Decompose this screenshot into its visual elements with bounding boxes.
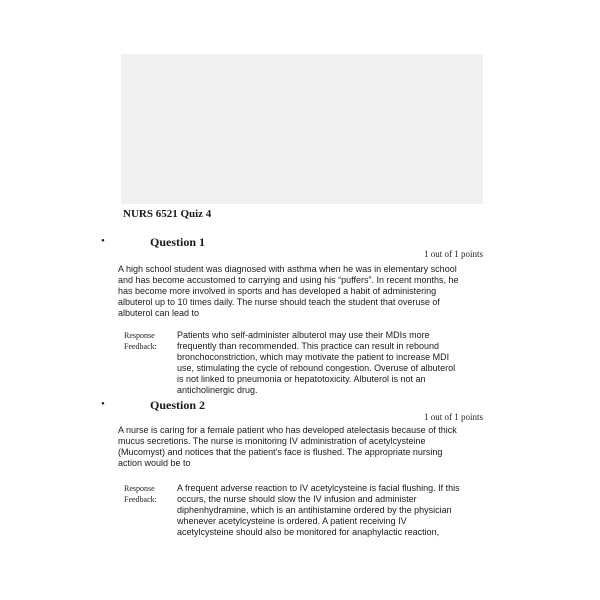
bullet-icon: •	[101, 398, 105, 410]
question-title: Question 2	[150, 398, 206, 412]
question-title: Question 1	[150, 235, 206, 249]
question-text: A high school student was diagnosed with asthma when he was in elementary school and has become accustomed to carrying and using his “puffers”. In recent months, he has become more involved in sports and has developed a habit of administering albuterol up to 10 times daily. The nurse should teach the student that overuse of albuterol can lead to	[118, 264, 459, 318]
question-body	[0, 425, 600, 545]
response-feedback-text: A frequent adverse reaction to IV acetylcysteine is facial flushing. If this occurs, the nurse should slow the IV infusion and administer diphenhydramine, which is an antihistamine ordered by the physician whenever acetylcysteine is ordered. A patient receiving IV acetylcysteine should also be monitored for anaphylactic reaction,	[177, 483, 460, 537]
question-header	[0, 235, 600, 267]
response-feedback-label: Response Feedback:	[124, 484, 157, 504]
response-feedback-label: Response Feedback:	[124, 331, 157, 351]
blank-header-area	[121, 54, 483, 204]
document-title: NURS 6521 Quiz 4	[123, 208, 212, 220]
question-text: A nurse is caring for a female patient who has developed atelectasis because of thick mucus secretions. The nurse is monitoring IV administration of acetylcysteine (Mucomyst) and notices that the patient’s face is flushed. The appropriate nursing action would be to	[118, 425, 457, 468]
question-2	[0, 398, 600, 537]
question-points: 1 out of 1 points	[423, 249, 483, 259]
question-body	[0, 264, 600, 395]
response-feedback-text: Patients who self-administer albuterol may use their MDIs more frequently than recommended. This practice can result in rebound bronchoconstriction, which may motivate the patient to increase MDI use, stimulating the cycle of rebound congestion. Overuse of albuterol is not linked to pneumonia or hepatotoxicity. Albuterol is not an anticholinergic drug.	[177, 330, 456, 395]
bullet-icon: •	[101, 235, 105, 247]
question-1	[0, 235, 600, 395]
question-points: 1 out of 1 points	[423, 412, 483, 422]
